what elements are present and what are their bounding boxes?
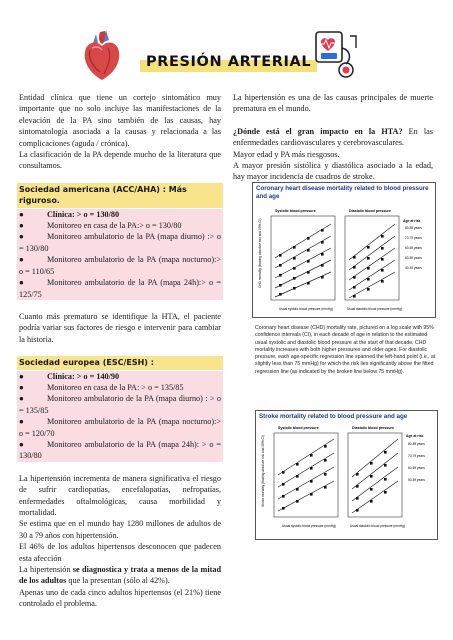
mayor-presion-paragraph: A mayor presión sistólica y diastólica asociado a la edad, hay mayor incidencia de cuadros de stroke. [233, 161, 433, 182]
esc-item-diurno: ● Monitoreo ambulatorio de la PA (mapa diurno) : > o = 135/85 [19, 394, 221, 415]
aha-item-clinica: ● Clínica: > o = 130/80 [19, 209, 120, 219]
hipertension-paragraph: La hipertensión incrementa de manera significativa el riesgo de sufrir cardiopatías, encefalopatías, nefropatías, enfermedades oftalmológicas, causa morbilidad y mortalidad. [19, 473, 221, 517]
stroke-mortality-figure [255, 410, 438, 540]
intro-paragraph: Entidad clínica que tiene un cortejo sintomático muy importante que no solo incluye las manifestaciones de la elevación de la PA sino también de las causas, hay sintomatología asociada a la causas y relacionada a las complicaciones (aguda / crónica). [19, 93, 221, 148]
classification-paragraph: La clasificación de la PA depende mucho de la literatura que consultamos. [19, 150, 221, 171]
diagnostica-paragraph: La hipertensión se diagnostica y trata a menos de la mitad de los adultos que la presentan (sólo al 42%). [19, 565, 221, 586]
figure1-legend-title: Age at risk [403, 219, 421, 223]
figure3-legend-80: 80-89 years [408, 441, 425, 446]
figure3-xlabel-left: Usual systolic blood pressure (mmHg) [282, 523, 336, 528]
figure2-caption: Coronary heart disease (CHD) mortality rate, pictured on a log scale with 95% confidence intervals (CI), in each decade of age in relation to the estimated usual systolic and diastolic blood pressure at the start of that decade. CHD mortality increases with both higher pressures and older ages. For diastolic pressure, each age-specific regression line spanned the left-hand point (i.e., at slightly less than 75 mmHg) for which the risk lies significantly above the fitted regression line (as indicated by the broken line below 75 mmHg). [255, 325, 436, 375]
figure3-title: Stroke mortality related to blood pressure and age [259, 413, 408, 420]
figure1-left-panel-label: Systolic blood pressure [275, 209, 316, 213]
desconocen-paragraph: El 46% de los adultos hipertensos desconocen que padecen esta afección [19, 542, 221, 563]
figure1-xlabel-left: Usual systolic blood pressure (mmHg) [279, 307, 333, 311]
figure1-legend-70: 70-79 years [405, 236, 422, 240]
figure1-left-lines [275, 224, 331, 297]
esc-item-casa: ● Monitoreo en casa de la PA: > o = 135/85 [19, 382, 184, 392]
figure3-left-axes [274, 433, 338, 517]
figure1-legend-40: 40-49 years [405, 266, 422, 270]
estima-paragraph: Se estima que en el mundo hay 1280 millones de adultos de 30 a 79 años con hipertensión. [19, 519, 221, 540]
chd-mortality-figure [252, 182, 436, 318]
aha-item-casa: ● Monitoreo en casa de la PA:> o = 130/80 [19, 221, 182, 231]
figure1-legend-50: 50-59 years [405, 256, 422, 260]
figure1-xlabel-right: Usual diastolic blood pressure (mmHg) [347, 307, 402, 311]
impacto-paragraph: ¿Dónde está el gran impacto en la HTA? En las enfermedades cardiovasculares y cerebrovasculares. [233, 126, 433, 148]
figure3-left-points [282, 445, 327, 510]
blood-pressure-monitor-icon [312, 28, 360, 80]
right-column [233, 92, 433, 183]
figure3-right-lines [352, 439, 398, 513]
figure-caption-box [255, 325, 438, 399]
figure3-xlabel-right: Usual diastolic blood pressure (mmHg) [350, 523, 405, 528]
aha-item-24h: ● Monitoreo ambulatorio de la PA (mapa 24h):> o = 125/75 [19, 278, 221, 299]
header [0, 22, 453, 82]
figure3-plot [256, 423, 438, 541]
figure3-ylabel: Stroke mortality (floating absolute risk and 95% CI) [261, 434, 265, 507]
aha-section-title: Sociedad americana (ACC/AHA) : Más riguroso. [17, 183, 223, 208]
esc-item-clinica: ● Clínica: > o = 140/90 [19, 371, 120, 381]
page-title: PRESIÓN ARTERIAL [140, 52, 317, 72]
mayor-edad-paragraph: Mayor edad y PA más riesgosos. [233, 149, 340, 159]
prematuro-paragraph: Cuanto más prematuro se identifique la HTA, el paciente podría variar sus factores de riesgo e intervenir para cambiar la historia. [19, 311, 221, 344]
figure1-left-axes [271, 216, 335, 300]
esc-item-nocturno: ● Monitoreo ambulatorio de la PA (mapa nocturno):> o = 120/70 [19, 417, 221, 438]
aha-item-diurno: ● Monitoreo ambulatorio de la PA (mapa diurno) :> o = 130/80 [19, 232, 221, 253]
figure3-left-panel-label: Systolic blood pressure [278, 425, 319, 430]
esc-criteria-list [17, 371, 223, 462]
esc-section-title: Sociedad europea (ESC/ESH) : [17, 356, 223, 369]
figure1-title: Coronary heart disease mortality related to blood pressure and age [256, 185, 429, 200]
figure1-ylabel: CHD mortality (floating absolute risk and 95% CI) [258, 218, 262, 288]
figure3-legend-title: Age at risk [406, 433, 424, 438]
figure1-plot [253, 202, 435, 320]
figure1-legend-60: 60-69 years [405, 246, 422, 250]
aha-criteria-list [17, 209, 223, 300]
figure3-legend-70: 70-79 years [408, 453, 425, 458]
figure1-right-panel-label: Diastolic blood pressure [349, 209, 391, 213]
figure1-legend-80: 80-89 years [405, 226, 422, 230]
aha-item-nocturno: ● Monitoreo ambulatorio de la PA (mapa nocturno):> o = 110/65 [19, 255, 221, 276]
figure3-right-panel-label: Diastolic blood pressure [352, 425, 394, 430]
esc-item-24h: ● Monitoreo ambulatorio de la PA (mapa 24h): > o = 130/80 [19, 439, 221, 461]
figure3-legend-50: 50-59 years [408, 477, 425, 482]
anatomical-heart-icon [78, 28, 126, 82]
apenas-paragraph: Apenas uno de cada cinco adultos hipertensos (el 21%) tiene controlado el problema. [19, 587, 221, 609]
left-column [19, 92, 221, 610]
prematura-paragraph: La hipertensión es una de las causas principales de muerte prematura en el mundo. [233, 93, 433, 114]
figure3-legend-60: 60-69 years [408, 465, 425, 470]
figure3-right-points [356, 451, 387, 512]
figure1-right-lines [349, 224, 395, 298]
